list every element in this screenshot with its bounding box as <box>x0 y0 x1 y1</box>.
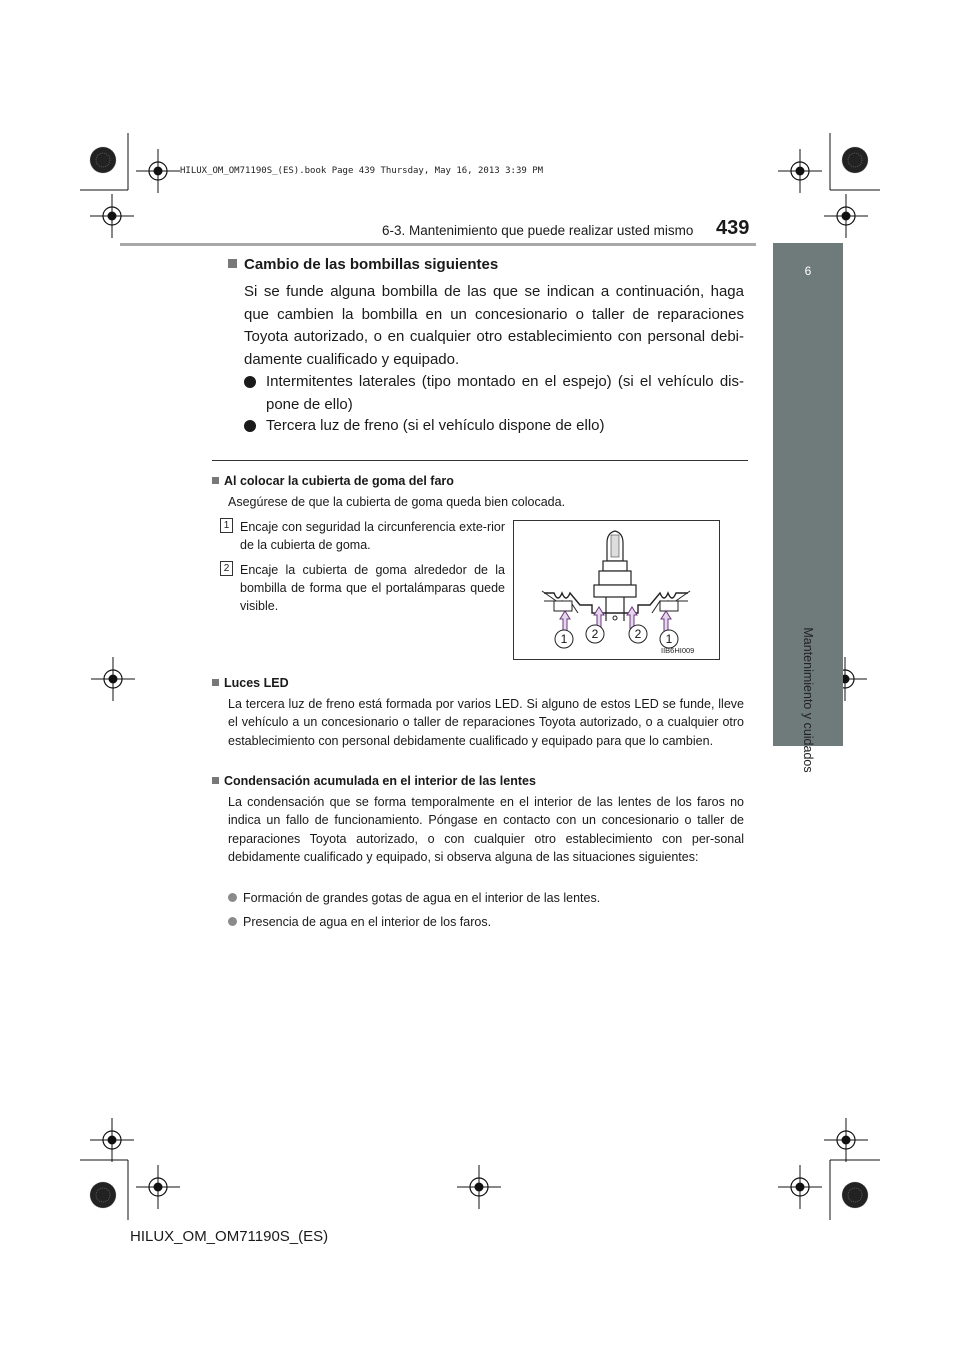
section-header: 6-3. Mantenimiento que puede realizar usted mismo <box>382 223 694 238</box>
step-text: Encaje con seguridad la circunferencia exte-rior de la cubierta de goma. <box>240 520 505 552</box>
bullet-dot-icon <box>244 420 256 432</box>
page-number: 439 <box>716 217 750 239</box>
square-bullet-icon <box>212 777 219 784</box>
figure-callout-label: 1 <box>665 632 673 646</box>
section-divider <box>212 460 748 461</box>
note-text-condensation: La condensación que se forma temporalmente en el interior de las lentes de los faros no indica un fallo de funcionamiento. Póngase en contacto con un concesionario o taller de reparaciones Toyota autorizado, o con cualquier otro establecimiento con per-sonal debidamente cualificado y equipado, si observa alguna de las situaciones siguientes: <box>228 795 744 864</box>
square-bullet-icon <box>212 477 219 484</box>
figure-callout-label: 1 <box>560 632 568 646</box>
note-heading-condensation: Condensación acumulada en el interior de las lentes <box>212 774 536 788</box>
footer-doc-id: HILUX_OM_OM71190S_(ES) <box>130 1228 329 1245</box>
chapter-title: Mantenimiento y cuidados <box>801 627 815 773</box>
figure-callout-label: 2 <box>591 627 599 641</box>
chapter-number: 6 <box>804 264 812 278</box>
step-number-badge: 2 <box>220 561 233 576</box>
bulb-rubber-cover-figure <box>513 520 720 660</box>
bullet-dot-icon <box>228 917 237 926</box>
main-bullet-item: Intermitentes laterales (tipo montado en el espejo) (si el vehículo dis-pone de ello) <box>244 371 744 416</box>
condensation-bullet-item: Presencia de agua en el interior de los faros. <box>228 913 744 931</box>
main-paragraph: Si se funde alguna bombilla de las que se indican a continuación, haga que cambien la bombilla en un concesionario o taller de reparaciones Toyota autorizado, o en cualquier otro establecimiento con personal debi-damente cualificado y equipado. <box>244 283 744 368</box>
note-text-led: La tercera luz de freno está formada por varios LED. Si alguno de estos LED se funde, lleve el vehículo a un concesionario o taller de reparaciones Toyota autorizado, o a cualquier otro establecimiento con personal debidamente cualificado y equipado para que lo cambien. <box>228 697 744 748</box>
bullet-dot-icon <box>228 893 237 902</box>
square-bullet-icon <box>212 679 219 686</box>
condensation-bullet-item: Formación de grandes gotas de agua en el interior de las lentes. <box>228 889 744 907</box>
main-heading: Cambio de las bombillas siguientes <box>228 256 498 273</box>
print-info-line: HILUX_OM_OM71190S_(ES).book Page 439 Thursday, May 16, 2013 3:39 PM <box>180 166 544 176</box>
bullet-dot-icon <box>244 376 256 388</box>
main-bullet-item: Tercera luz de freno (si el vehículo dispone de ello) <box>244 415 744 438</box>
figure-code: IIB6HI009 <box>661 646 695 655</box>
note-heading-led: Luces LED <box>212 676 289 690</box>
step-number-badge: 1 <box>220 518 233 533</box>
square-bullet-icon <box>228 259 237 268</box>
note-heading-rubber-cover: Al colocar la cubierta de goma del faro <box>212 474 454 488</box>
figure-callout-label: 2 <box>634 627 642 641</box>
header-rule <box>120 243 756 246</box>
bulb-illustration <box>514 521 719 659</box>
step-text: Encaje la cubierta de goma alrededor de la bombilla de forma que el portalámparas quede visible. <box>240 563 505 613</box>
note-text-rubber-cover: Asegúrese de que la cubierta de goma queda bien colocada. <box>228 495 566 509</box>
